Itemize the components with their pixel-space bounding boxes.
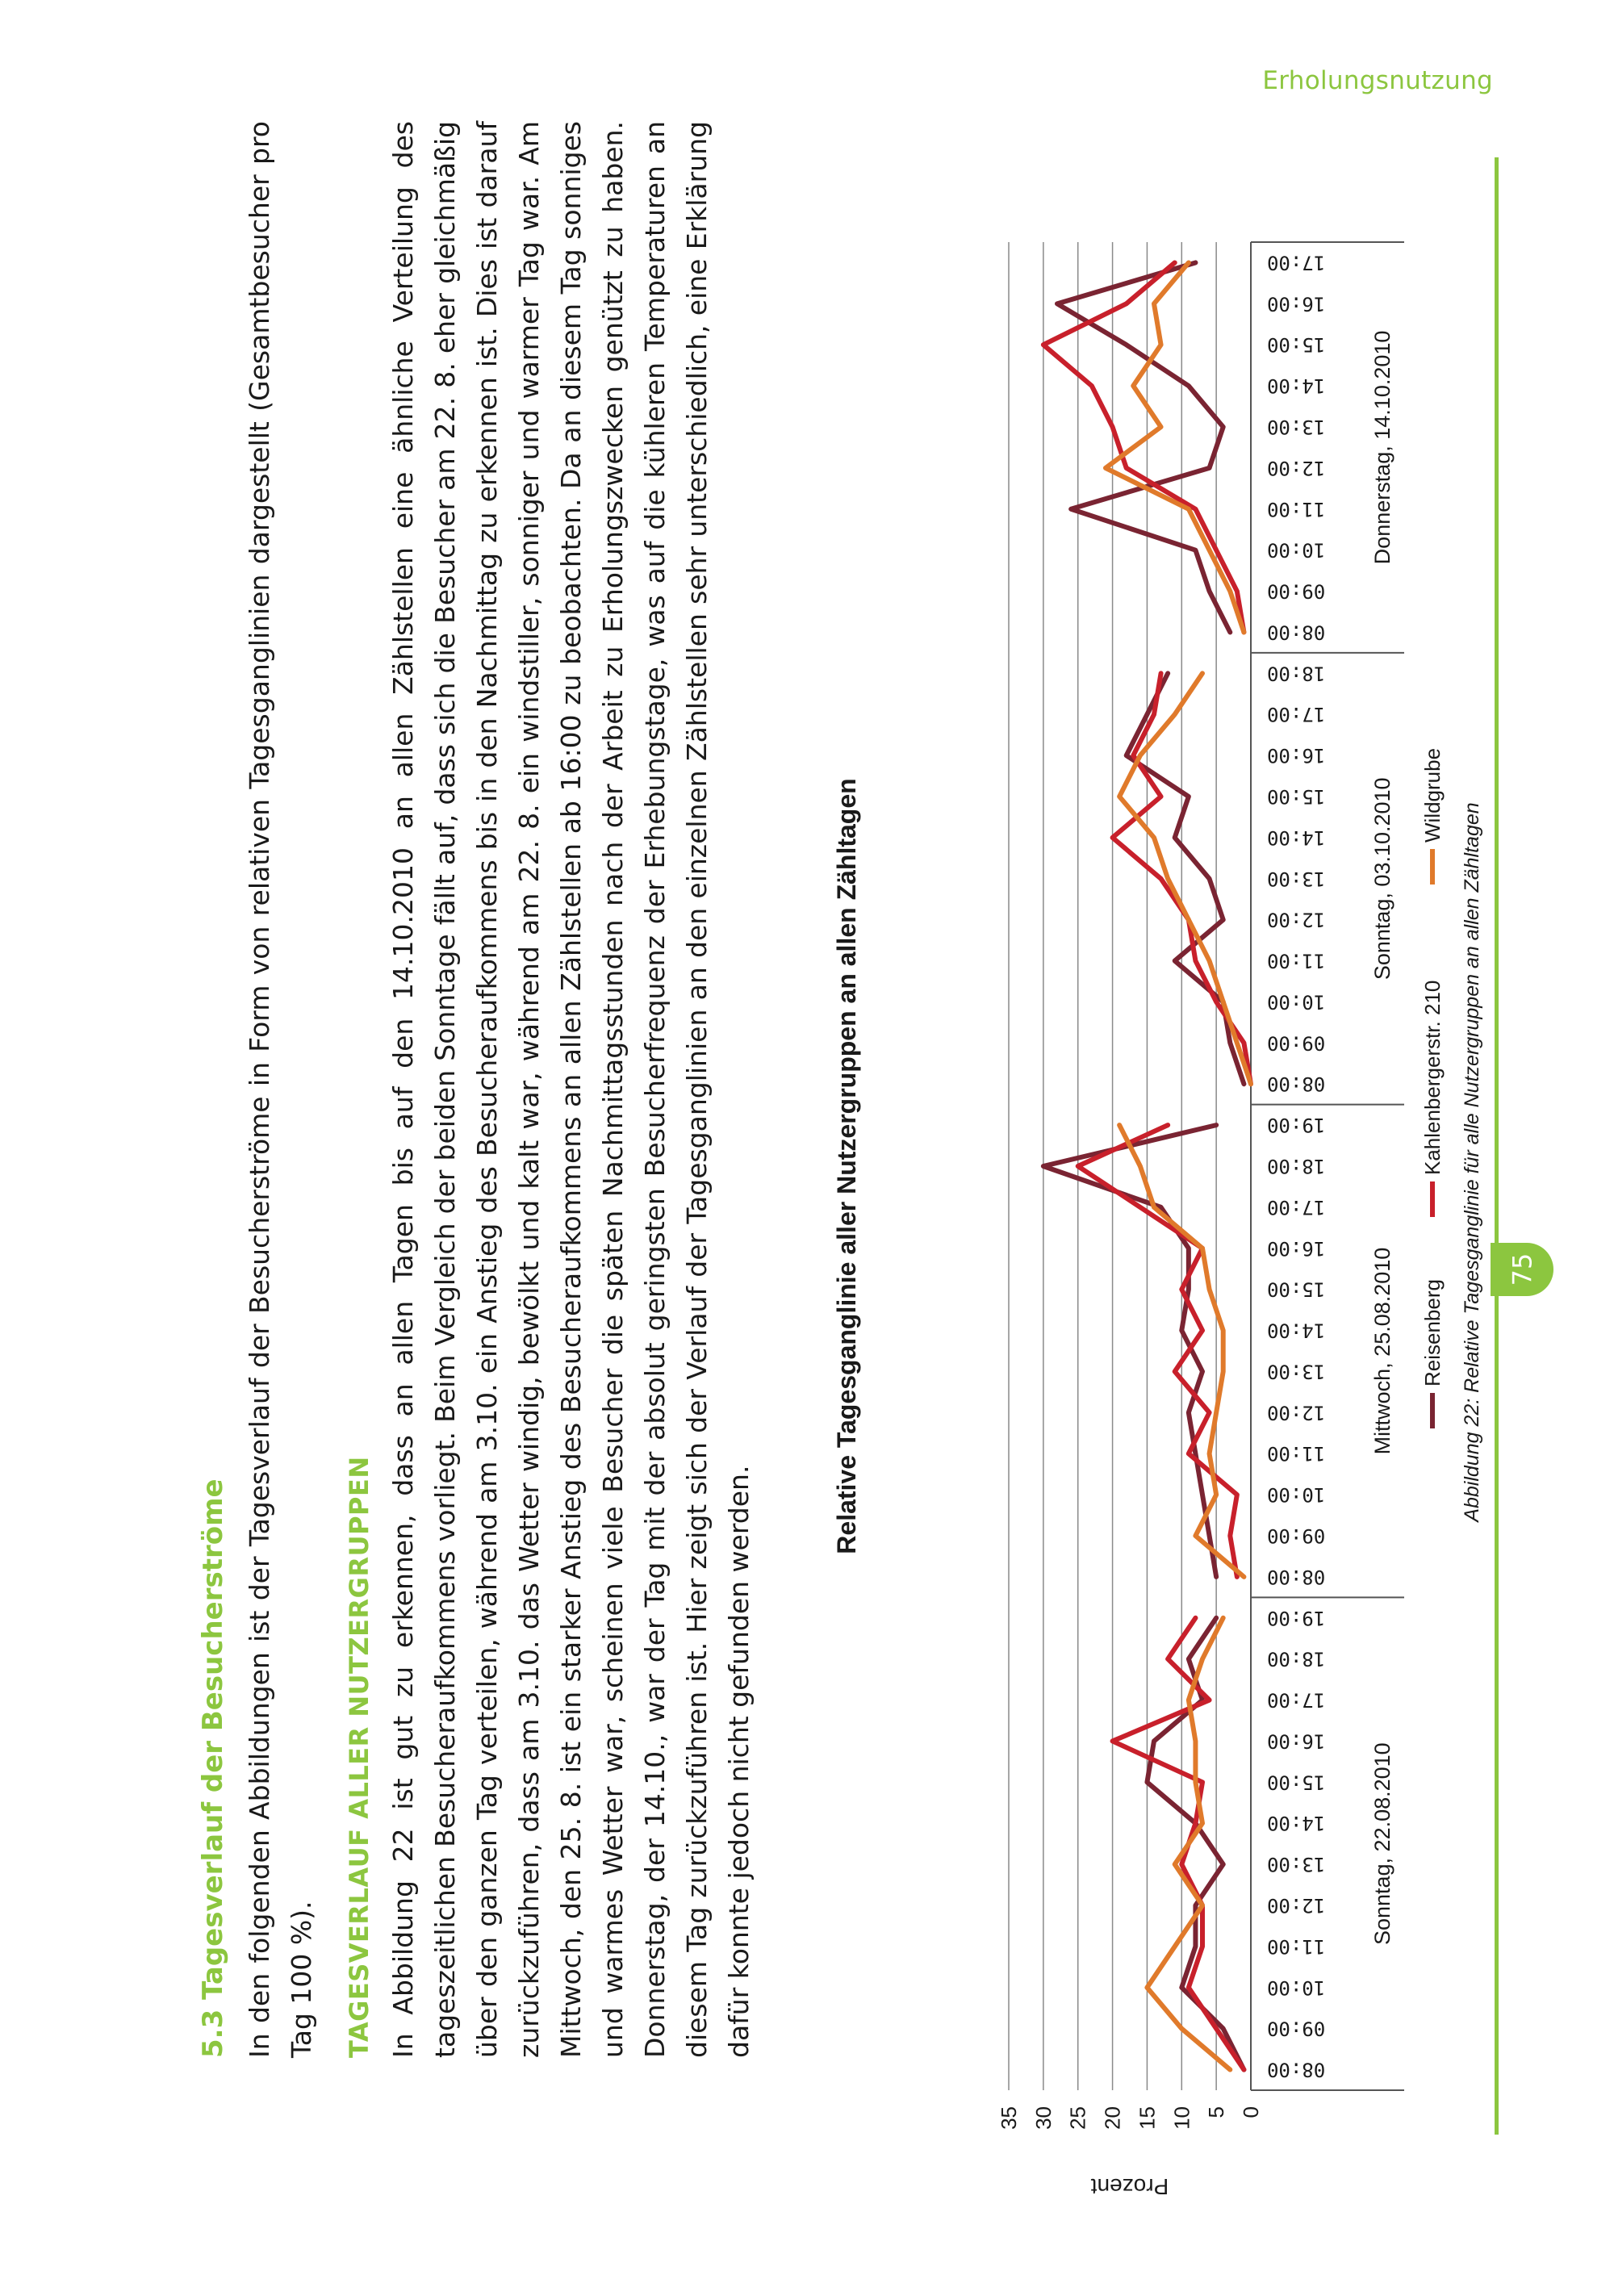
x-tick-label: 13:00 bbox=[1267, 1853, 1326, 1876]
figure bbox=[831, 226, 1483, 2211]
x-tick-label: 16:00 bbox=[1267, 744, 1326, 767]
x-tick-label: 17:00 bbox=[1267, 1688, 1326, 1712]
x-tick-label: 09:00 bbox=[1267, 1031, 1326, 1055]
x-tick-label: 10:00 bbox=[1267, 538, 1326, 562]
x-tick-label: 08:00 bbox=[1267, 621, 1326, 644]
x-tick-label: 14:00 bbox=[1267, 826, 1326, 849]
x-tick-label: 15:00 bbox=[1267, 785, 1326, 808]
x-tick-label: 13:00 bbox=[1267, 416, 1326, 438]
page-number-badge bbox=[1491, 1243, 1553, 1296]
x-tick-label: 10:00 bbox=[1267, 990, 1326, 1014]
y-tick-label: 5 bbox=[1204, 2106, 1229, 2118]
x-tick-label: 09:00 bbox=[1266, 579, 1326, 603]
x-tick-label: 19:00 bbox=[1267, 1606, 1326, 1629]
x-tick-label: 09:00 bbox=[1267, 1524, 1326, 1547]
legend-label: Reisenberg bbox=[1420, 1279, 1445, 1386]
group-label: Mittwoch, 25.08.2010 bbox=[1370, 1247, 1394, 1455]
chart bbox=[831, 226, 1483, 2211]
x-tick-label: 13:00 bbox=[1267, 867, 1326, 890]
subsection-title: TAGESVERLAUF ALLER NUTZERGRUPPEN bbox=[344, 1456, 374, 2058]
running-header: Erholungsnutzung bbox=[1262, 66, 1493, 95]
x-tick-label: 14:00 bbox=[1267, 1812, 1326, 1835]
x-tick-label: 18:00 bbox=[1267, 662, 1326, 685]
series-line-kahlenbergerstr-210 bbox=[1078, 1125, 1237, 1577]
group-label: Sonntag, 22.08.2010 bbox=[1370, 1742, 1394, 1946]
x-tick-label: 12:00 bbox=[1267, 456, 1326, 479]
x-tick-label: 11:00 bbox=[1267, 497, 1326, 521]
chart-title: Relative Tagesganglinie aller Nutzergruppen an allen Zähltagen bbox=[832, 778, 861, 1554]
x-tick-label: 13:00 bbox=[1267, 1360, 1326, 1383]
y-tick-label: 30 bbox=[1031, 2106, 1056, 2130]
x-tick-label: 14:00 bbox=[1267, 1319, 1326, 1342]
x-tick-label: 17:00 bbox=[1267, 1195, 1326, 1219]
figure-caption: Abbildung 22: Relative Tagesganglinie für alle Nutzergruppen an allen Zähltagen bbox=[1461, 802, 1483, 1522]
legend-label: Kahlenbergerstr. 210 bbox=[1420, 980, 1445, 1175]
series-line-reisenberg bbox=[1057, 262, 1230, 632]
x-tick-label: 10:00 bbox=[1267, 1483, 1326, 1507]
series-line-kahlenbergerstr-210 bbox=[1113, 1618, 1244, 2070]
x-tick-label: 14:00 bbox=[1267, 374, 1326, 398]
x-tick-label: 08:00 bbox=[1267, 2058, 1326, 2081]
legend-label: Wildgrube bbox=[1420, 747, 1445, 843]
group-label: Donnerstag, 14.10.2010 bbox=[1370, 330, 1394, 565]
chart-rotated-group bbox=[832, 242, 1483, 2199]
x-tick-label: 17:00 bbox=[1267, 703, 1326, 726]
x-tick-label: 16:00 bbox=[1267, 1729, 1326, 1753]
x-tick-label: 15:00 bbox=[1267, 333, 1326, 357]
y-tick-label: 25 bbox=[1065, 2106, 1090, 2130]
series-line-wildgrube bbox=[1106, 262, 1244, 632]
x-tick-label: 16:00 bbox=[1267, 292, 1326, 316]
section-title: 5.3 Tagesverlauf der Besucherströme bbox=[197, 1478, 229, 2058]
body-paragraph: In Abbildung 22 ist gut zu erkennen, dass an allen Tagen bis auf den 14.10.2010 an allen Zählstellen eine ähnliche Verteilung des tageszeitlichen Besucheraufkommens vorliegt. Beim Vergleich der beiden Sonntage fällt auf, dass sich die Besucher am 22. 8. eher gleichmäßig über den ganzen Tag verteilen, während am 3.10. ein Anstieg des Besucheraufkommens bis in den Nachmittag zu erkennen ist. Dies ist darauf zurückzuführen, dass am 3.10. das Wetter windig, bewölkt und kalt war, während am 22. 8. ein windstiller, sonniger und warmer Tag war. Am Mittwoch, den 25. 8. ist ein starker Anstieg des Besucheraufkommens an allen Zählstellen ab 16:00 zu beobachten. Da an diesem Tag sonniges und warmes Wetter war, scheinen viele Besucher die späten Nachmittagsstunden nach der Arbeit zu Erholungszwecken genützt zu haben. Donnerstag, der 14.10., war der Tag mit der absolut geringsten Besucherfrequenz der Erhebungstage, was auf die kühleren Temperaturen an diesem Tag zurückzuführen ist. Hier zeigt sich der Verlauf der Tagesganglinien an den einzelnen Zählstellen sehr unterschiedlich, eine Erklärung dafür konnte jedoch nicht gefunden werden. bbox=[387, 121, 755, 2058]
y-axis-label: Prozent bbox=[1090, 2174, 1169, 2199]
x-tick-label: 08:00 bbox=[1267, 1073, 1326, 1096]
series-line-wildgrube bbox=[1147, 1618, 1230, 2070]
x-tick-label: 08:00 bbox=[1267, 1565, 1326, 1588]
group-label: Sonntag, 03.10.2010 bbox=[1370, 777, 1394, 981]
x-tick-label: 15:00 bbox=[1267, 1278, 1326, 1301]
y-tick-label: 20 bbox=[1100, 2106, 1125, 2130]
x-tick-label: 15:00 bbox=[1267, 1771, 1326, 1794]
margin-rule bbox=[1495, 157, 1499, 2135]
x-tick-label: 18:00 bbox=[1267, 1155, 1326, 1177]
x-tick-label: 18:00 bbox=[1267, 1647, 1326, 1671]
x-tick-label: 11:00 bbox=[1267, 949, 1326, 972]
x-tick-label: 17:00 bbox=[1267, 251, 1326, 274]
text-column bbox=[194, 0, 760, 2179]
x-tick-label: 11:00 bbox=[1267, 1934, 1326, 1958]
y-tick-label: 0 bbox=[1239, 2106, 1263, 2118]
x-tick-label: 09:00 bbox=[1267, 2017, 1326, 2040]
y-tick-label: 10 bbox=[1169, 2106, 1194, 2130]
x-tick-label: 12:00 bbox=[1267, 908, 1326, 931]
x-tick-label: 10:00 bbox=[1267, 1976, 1326, 1999]
page-number: 75 bbox=[1507, 1253, 1537, 1286]
y-tick-label: 35 bbox=[997, 2106, 1021, 2130]
x-tick-label: 19:00 bbox=[1267, 1114, 1326, 1137]
x-tick-label: 16:00 bbox=[1267, 1236, 1326, 1260]
intro-paragraph: In den folgenden Abbildungen ist der Tagesverlauf der Besucherströme in Form von relativen Tagesganglinien dargestellt (Gesamtbesucher pro Tag 100 %). bbox=[244, 121, 317, 2058]
x-tick-label: 12:00 bbox=[1267, 1401, 1326, 1424]
x-tick-label: 11:00 bbox=[1267, 1442, 1326, 1466]
y-tick-label: 15 bbox=[1135, 2106, 1160, 2130]
x-tick-label: 12:00 bbox=[1267, 1894, 1326, 1917]
